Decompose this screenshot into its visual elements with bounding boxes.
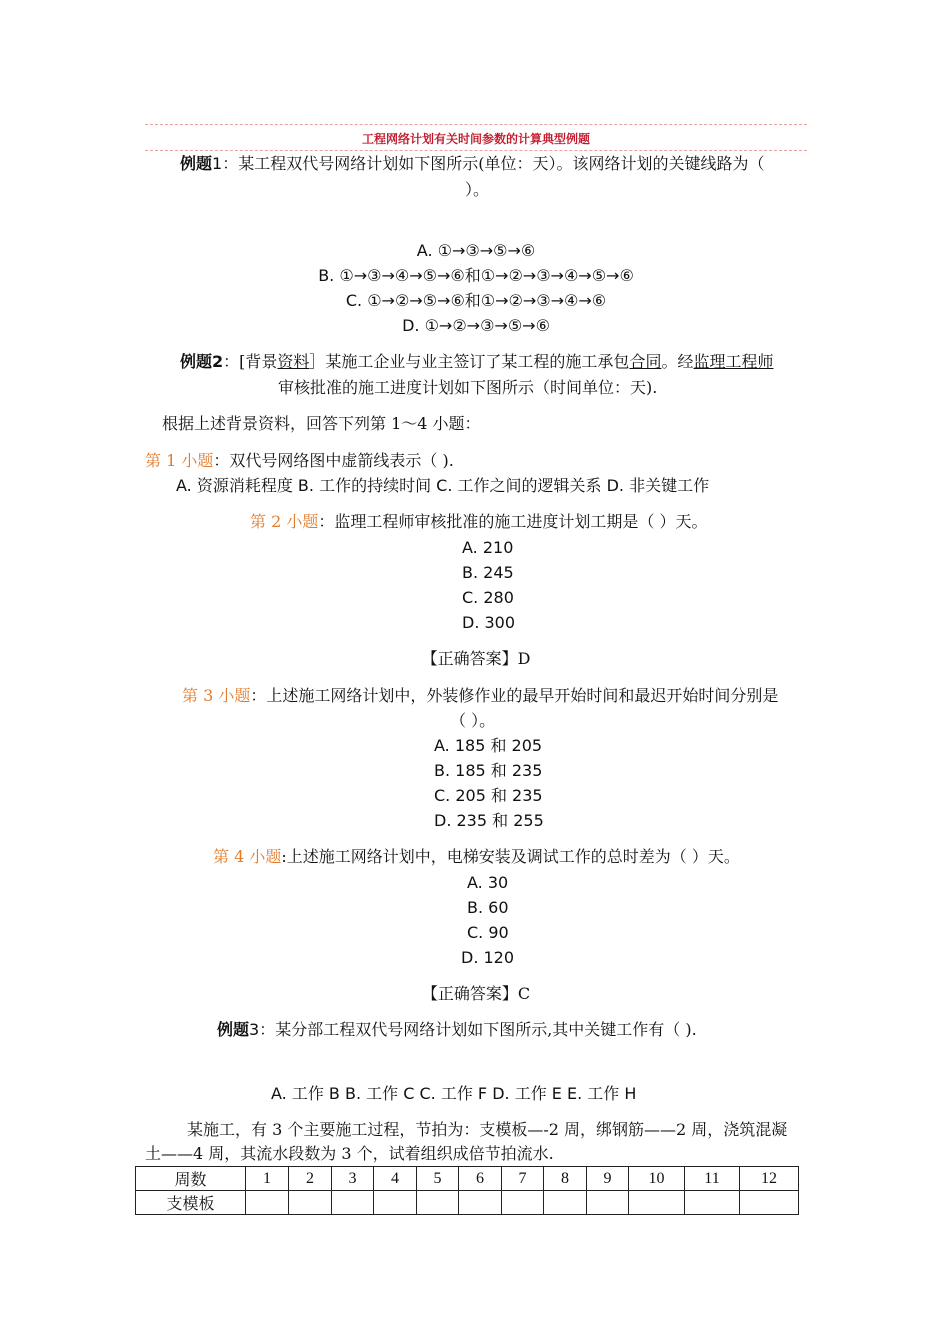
flow-paragraph-line-2: 土——4 周，其流水段数为 3 个，试着组织成倍节拍流水. xyxy=(145,1144,554,1163)
table-header-cell: 5 xyxy=(417,1167,459,1191)
table-cell xyxy=(544,1191,587,1215)
top-dashed-rule xyxy=(145,124,807,125)
q1-question xyxy=(145,450,454,472)
q3-question xyxy=(182,685,778,707)
example-2-link-jianli[interactable]: 监理工程师 xyxy=(693,352,774,371)
q2-label: 第 2 小题 xyxy=(250,512,319,531)
q1-options: A. 资源消耗程度 B. 工作的持续时间 C. 工作之间的逻辑关系 D. 非关键工作 xyxy=(176,476,710,495)
q1-text: ：双代号网络图中虚箭线表示（ ). xyxy=(213,451,454,470)
q2-option-d: D. 300 xyxy=(462,613,516,632)
q2-question xyxy=(250,511,707,533)
example-3-options: A. 工作 B B. 工作 C C. 工作 F D. 工作 E E. 工作 H xyxy=(271,1084,637,1103)
example-3-label: 例题 xyxy=(217,1020,250,1039)
example-2-pre: ：[背景 xyxy=(223,352,278,371)
table-header-cell: 1 xyxy=(246,1167,289,1191)
q4-question xyxy=(213,846,740,868)
q2-option-c: C. 280 xyxy=(462,588,514,607)
example-1-text-end: ）。 xyxy=(465,180,490,199)
example-2-question xyxy=(180,351,773,373)
table-header-cell: 9 xyxy=(587,1167,629,1191)
table-cell xyxy=(289,1191,332,1215)
example-1-question xyxy=(180,153,764,175)
table-cell xyxy=(246,1191,289,1215)
q2-text: ：监理工程师审核批准的施工进度计划工期是（ ）天。 xyxy=(318,512,708,531)
table-header-cell: 7 xyxy=(502,1167,544,1191)
example-3-question xyxy=(217,1019,697,1041)
table-header-cell: 6 xyxy=(459,1167,502,1191)
flow-paragraph-line-1: 某施工，有 3 个主要施工过程，节拍为：支模板—-2 周，绑钢筋——2 周，浇筑混凝 xyxy=(187,1120,788,1139)
table-header-row xyxy=(136,1167,799,1191)
q4-answer: 【正确答案】C xyxy=(421,984,531,1003)
example-2-mid2: 。经 xyxy=(661,352,694,371)
q4-option-c: C. 90 xyxy=(467,923,509,942)
q4-label: 第 4 小题 xyxy=(213,847,282,866)
example-2-mid1: ］某施工企业与业主签订了某工程的施工承包 xyxy=(309,352,630,371)
table-header-cell: 3 xyxy=(332,1167,374,1191)
example-3-number: 3 xyxy=(249,1020,260,1039)
table-cell xyxy=(740,1191,799,1215)
q3-label: 第 3 小题 xyxy=(182,686,251,705)
schedule-table xyxy=(135,1166,799,1215)
table-header-cell: 11 xyxy=(685,1167,740,1191)
example-2-label: 例题 xyxy=(180,352,213,371)
q4-option-b: B. 60 xyxy=(467,898,509,917)
example-1-number: 1 xyxy=(212,154,223,173)
q3-text: ：上述施工网络计划中，外装修作业的最早开始时间和最迟开始时间分别是 xyxy=(250,686,779,705)
example-2-link-ziliao[interactable]: 资料 xyxy=(277,352,310,371)
example-1-option-b: B. ①→③→④→⑤→⑥和①→②→③→④→⑤→⑥ xyxy=(318,266,634,285)
example-1-text: ：某工程双代号网络计划如下图所示(单位：天）。该网络计划的关键线路为（ xyxy=(222,154,765,173)
table-cell xyxy=(685,1191,740,1215)
q3-option-a: A. 185 和 205 xyxy=(434,736,543,755)
table-header-cell: 2 xyxy=(289,1167,332,1191)
table-cell xyxy=(459,1191,502,1215)
example-1-option-c: C. ①→②→⑤→⑥和①→②→③→④→⑥ xyxy=(345,291,607,310)
table-header-cell: 12 xyxy=(740,1167,799,1191)
table-row-label: 支模板 xyxy=(136,1191,246,1215)
q3-text-end: （ ）。 xyxy=(450,711,496,730)
example-2-link-hetong[interactable]: 合同 xyxy=(629,352,662,371)
q2-option-a: A. 210 xyxy=(462,538,514,557)
document-title: 工程网络计划有关时间参数的计算典型例题 xyxy=(361,132,590,146)
table-cell xyxy=(374,1191,417,1215)
title-dashed-rule xyxy=(145,150,807,151)
q4-option-a: A. 30 xyxy=(467,873,509,892)
intro-text: 根据上述背景资料，回答下列第 1～4 小题： xyxy=(162,414,481,433)
q3-option-d: D. 235 和 255 xyxy=(434,811,544,830)
table-cell xyxy=(417,1191,459,1215)
table-row xyxy=(136,1191,799,1215)
q3-option-c: C. 205 和 235 xyxy=(434,786,543,805)
example-1-option-d: D. ①→②→③→⑤→⑥ xyxy=(402,316,550,335)
table-header-cell: 10 xyxy=(629,1167,685,1191)
example-1-option-a: A. ①→③→⑤→⑥ xyxy=(416,241,536,260)
table-cell xyxy=(502,1191,544,1215)
table-header-cell: 4 xyxy=(374,1167,417,1191)
q2-option-b: B. 245 xyxy=(462,563,514,582)
q1-label: 第 1 小题 xyxy=(145,451,214,470)
q4-text: :上述施工网络计划中，电梯安装及调试工作的总时差为（ ）天。 xyxy=(281,847,740,866)
q4-option-d: D. 120 xyxy=(461,948,515,967)
example-2-number: 2 xyxy=(212,352,224,371)
q3-option-b: B. 185 和 235 xyxy=(434,761,543,780)
table-cell xyxy=(629,1191,685,1215)
example-3-text: ：某分部工程双代号网络计划如下图所示,其中关键工作有（ ). xyxy=(259,1020,697,1039)
table-header-cell: 周数 xyxy=(136,1167,246,1191)
table-cell xyxy=(332,1191,374,1215)
example-2-line-2: 审核批准的施工进度计划如下图所示（时间单位：天). xyxy=(278,378,658,397)
example-1-label: 例题 xyxy=(180,154,213,173)
q2-answer: 【正确答案】D xyxy=(421,649,531,668)
table-cell xyxy=(587,1191,629,1215)
table-header-cell: 8 xyxy=(544,1167,587,1191)
